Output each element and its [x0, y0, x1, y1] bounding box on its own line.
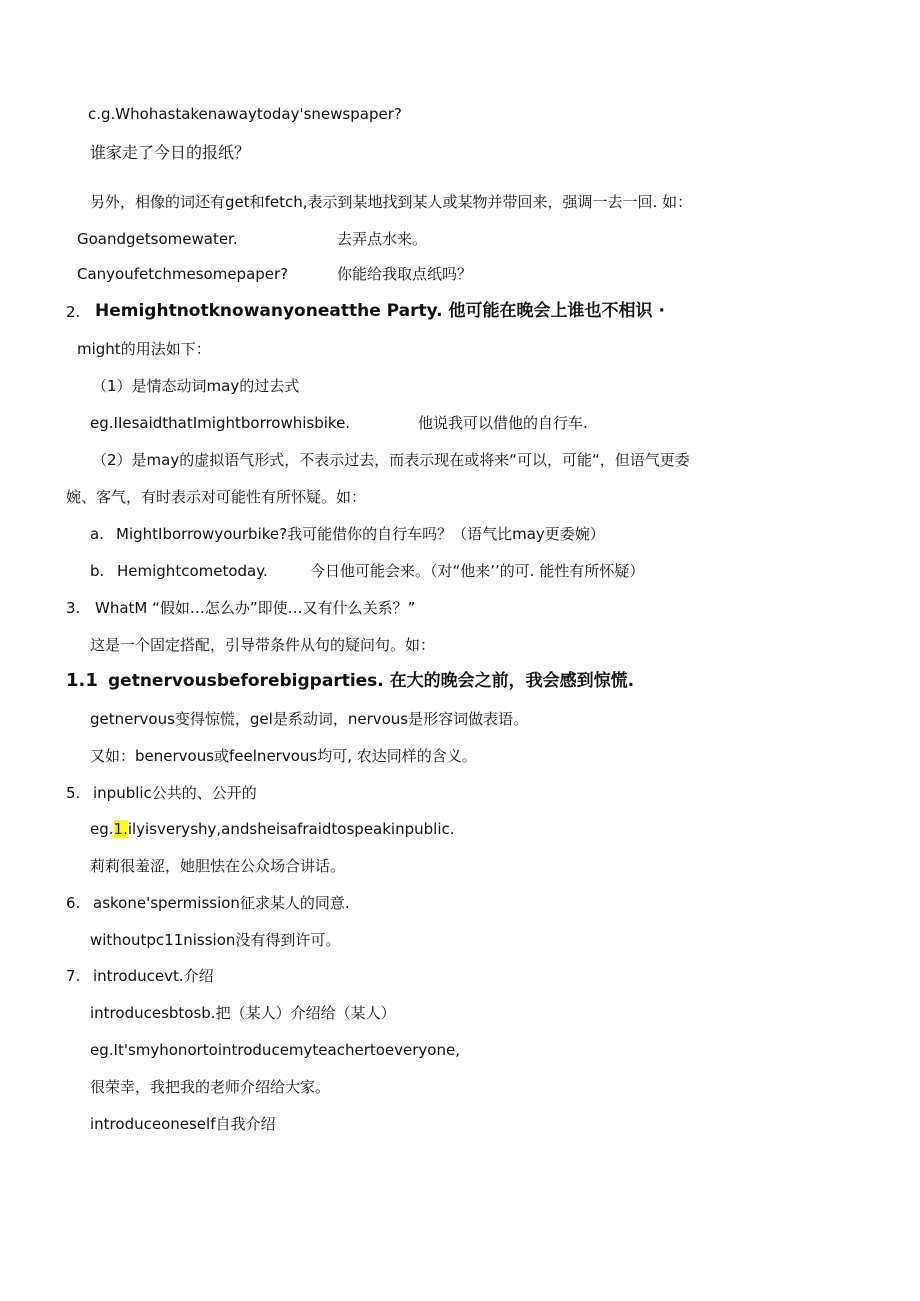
- item-number: 1.1: [66, 670, 98, 691]
- item-number: 3.: [66, 599, 81, 617]
- note-line: 婉、客气，有时表示对可能性有所怀疑。如：: [66, 488, 367, 506]
- note-line: introducesbtosb.把（某人）介绍给（某人）: [90, 1004, 396, 1022]
- english-sentence: Hemightcometoday.: [117, 562, 268, 580]
- example-prefix: eg.: [90, 820, 114, 838]
- translation-line: [337, 229, 427, 249]
- example-line: [90, 819, 455, 839]
- english-sentence: ilyisveryshy,andsheisafraidtospeakinpublic.: [127, 820, 455, 838]
- chinese-translation: 今日他可能会来。（对“他来’’的可. 能性有所怀疑）: [310, 562, 645, 580]
- item-number: b.: [90, 562, 105, 580]
- chinese-translation: 你能给我取点纸吗？: [337, 265, 473, 283]
- example-line: c.g.Whohastakenawaytoday'snewspaper?: [88, 105, 402, 123]
- section-heading: WhatM “假如…怎么办”即使…又有什么关系？”: [95, 599, 416, 617]
- example-line: eg.It'smyhonortointroducemyteachertoeveryone,: [90, 1041, 460, 1059]
- english-sentence: eg.IIesaidthatImightborrowhisbike.: [90, 414, 351, 432]
- note-line: introduceoneself自我介绍: [90, 1115, 276, 1133]
- example-line: [77, 264, 288, 284]
- section-heading: Hemightnotknowanyoneatthe Party. 他可能在晚会上谁也不相识 ·: [95, 301, 665, 321]
- section-heading: inpublic公共的、公开的: [93, 784, 257, 802]
- english-sentence: Goandgetsomewater.: [77, 230, 238, 248]
- item-number: 7.: [66, 967, 81, 985]
- note-line: （1）是情态动词may的过去式: [92, 377, 300, 395]
- item-number: 2.: [66, 303, 81, 321]
- section-heading: getnervousbeforebigparties. 在大的晚会之前，我会感到惊慌.: [108, 671, 635, 691]
- english-sentence: Canyoufetchmesomepaper?: [77, 265, 289, 283]
- translation-line: 谁家走了今日的报纸？: [90, 143, 251, 162]
- example-line: [90, 413, 350, 433]
- note-line: 这是一个固定搭配，引导带条件从句的疑问句。如：: [90, 636, 436, 654]
- note-line: withoutpc11nission没有得到许可。: [90, 931, 341, 949]
- note-line: getnervous变得惊慌，gel是系动词，nervous是形容词做表语。: [90, 710, 529, 728]
- note-line: 又如：benervous或feelnervous均可, 农达同样的含义。: [90, 747, 477, 765]
- item-number: a.: [90, 525, 104, 543]
- section-heading: askone'spermission征求某人的同意.: [93, 894, 350, 912]
- chinese-translation: 去弄点水来。: [337, 230, 428, 248]
- note-line: 另外，相像的词还有get和fetch,表示到某地找到某人或某物并带回来，强调一去一回. 如：: [90, 193, 693, 211]
- translation-line: [418, 413, 588, 433]
- translation-line: 很荣幸，我把我的老师介绍给大家。: [90, 1078, 331, 1096]
- note-line: might的用法如下：: [77, 340, 211, 358]
- item-number: 5.: [66, 784, 81, 802]
- translation-line: [337, 264, 472, 284]
- example-line: MightIborrowyourbike?我可能借你的自行车吗？（语气比may更委婉）: [116, 525, 605, 543]
- item-number: 6.: [66, 894, 81, 912]
- translation-line: 莉莉很羞涩，她胆怯在公众场合讲话。: [90, 857, 346, 875]
- note-line: （2）是may的虚拟语气形式，不表示过去，而表示现在或将来“可以，可能“，但语气更委: [92, 451, 690, 469]
- chinese-translation: 他说我可以借他的自行车.: [418, 414, 588, 432]
- example-line: [77, 229, 238, 249]
- section-heading: introducevt.介绍: [93, 967, 214, 985]
- highlighted-text: 1.: [113, 820, 128, 838]
